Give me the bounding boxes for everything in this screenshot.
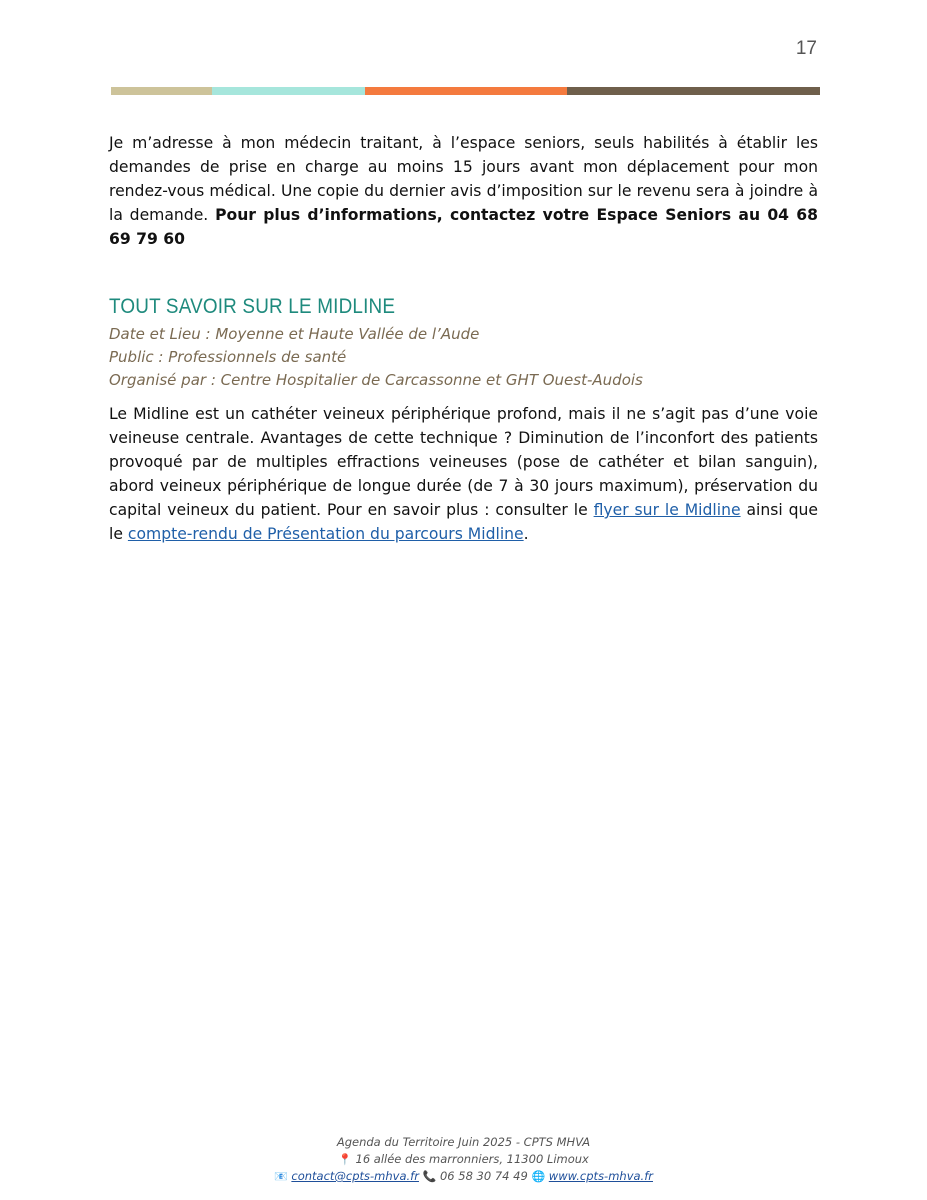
- meta-public: Public : Professionnels de santé: [109, 348, 347, 366]
- midline-text-3: .: [523, 525, 529, 543]
- footer-address-line: [0, 1151, 927, 1168]
- main-content: [109, 131, 818, 546]
- meta-date-lieu: Date et Lieu : Moyenne et Haute Vallée de l’Aude: [109, 325, 480, 343]
- meta-organise: Organisé par : Centre Hospitalier de Carcassonne et GHT Ouest-Audois: [109, 371, 643, 389]
- intro-text: Je m’adresse à mon médecin traitant, à l’espace seniors, seuls habilités à établir les demandes de prise en charge au moins 15 jours avant mon déplacement pour mon rendez-vous médical. Une copie du dernier avis d’imposition sur le revenu sera à joindre à la demande.: [109, 134, 818, 224]
- footer-contact-line: [0, 1168, 927, 1185]
- header-color-bar: [111, 87, 820, 95]
- intro-paragraph: [109, 131, 818, 251]
- color-bar-segment-orange: [365, 87, 567, 95]
- phone-icon: 📞: [422, 1170, 437, 1183]
- flyer-link[interactable]: flyer sur le Midline: [593, 501, 741, 519]
- globe-icon: 🌐: [531, 1170, 546, 1183]
- email-icon: 📧: [274, 1170, 288, 1183]
- footer-phone: 06 58 30 74 49: [436, 1169, 532, 1183]
- section-title: TOUT SAVOIR SUR LE MIDLINE: [109, 295, 396, 318]
- color-bar-segment-brown: [567, 87, 820, 95]
- page-footer: [0, 1134, 927, 1185]
- footer-title: Agenda du Territoire Juin 2025 - CPTS MHVA: [336, 1135, 591, 1149]
- color-bar-segment-beige: [111, 87, 212, 95]
- page-number: 17: [795, 38, 817, 59]
- footer-website-link[interactable]: www.cpts-mhva.fr: [548, 1169, 653, 1183]
- midline-text-2: ainsi que le: [109, 501, 818, 543]
- intro-bold-contact: Pour plus d’informations, contactez votre Espace Seniors au 04 68 69 79 60: [109, 206, 818, 248]
- color-bar-segment-mint: [212, 87, 364, 95]
- footer-address: 16 allée des marronniers, 11300 Limoux: [351, 1152, 589, 1166]
- event-meta: [109, 323, 818, 392]
- pin-icon: 📍: [338, 1153, 352, 1166]
- midline-text-1: Le Midline est un cathéter veineux périphérique profond, mais il ne s’agit pas d’une voie veineuse centrale. Avantages de cette technique ? Diminution de l’inconfort des patients provoqué par de multiples effractions veineuses (pose de cathéter et bilan sanguin), abord veineux périphérique de longue durée (de 7 à 30 jours maximum), préservation du capital veineux du patient. Pour en savoir plus : consulter le: [109, 405, 818, 519]
- compte-rendu-link[interactable]: compte-rendu de Présentation du parcours Midline: [127, 525, 524, 543]
- footer-email-link[interactable]: contact@cpts-mhva.fr: [291, 1169, 419, 1183]
- midline-paragraph: [109, 402, 818, 546]
